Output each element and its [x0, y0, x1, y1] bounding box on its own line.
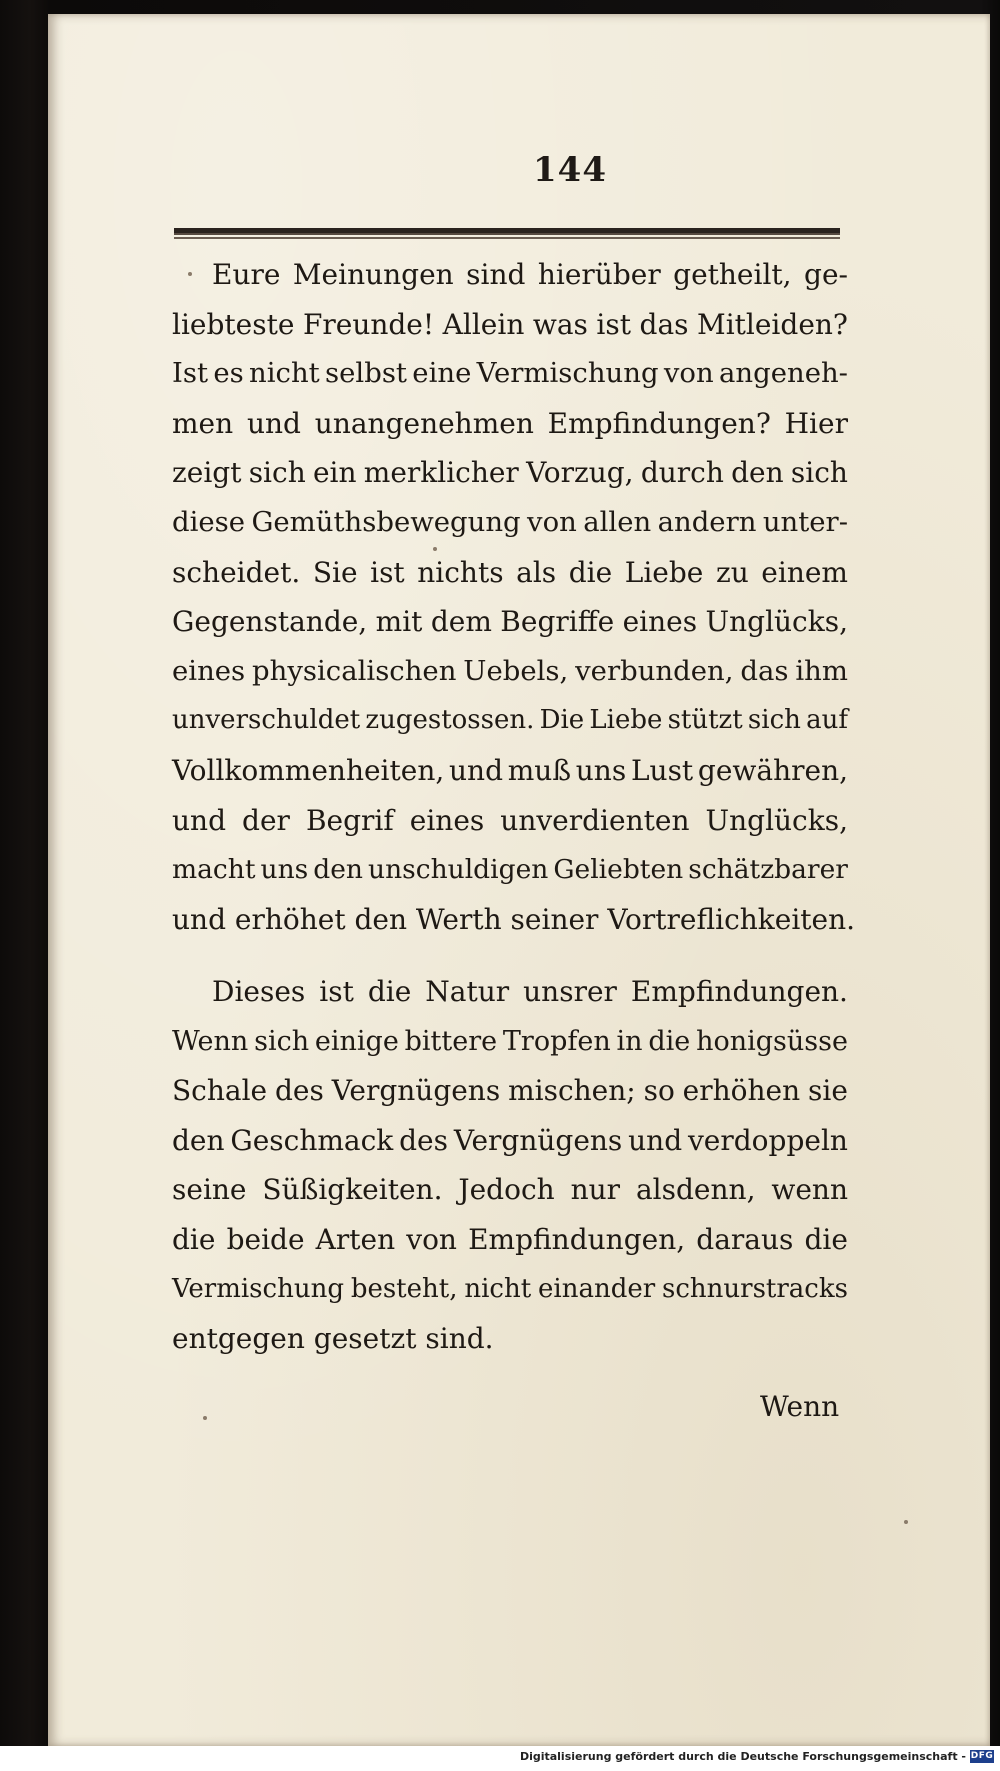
text-line: macht uns den unschuldigen Geliebten schätzbarer [172, 854, 848, 886]
text-line: entgegen gesetzt sind. [172, 1322, 494, 1356]
catchword: Wenn [760, 1390, 840, 1423]
text-line: die beide Arten von Empfindungen, daraus die [172, 1222, 848, 1256]
text-line: Wenn sich einige bittere Tropfen in die honigsüsse [172, 1025, 848, 1057]
text-line: scheidet. Sie ist nichts als die Liebe zu einem [172, 555, 848, 589]
header-rule-thin [174, 237, 840, 239]
text-line: Ist es nicht selbst eine Vermischung von angeneh- [172, 357, 848, 390]
text-line: Vermischung besteht, nicht einander schnurstracks [172, 1273, 848, 1304]
text-line: diese Gemüthsbewegung von allen andern unter- [172, 505, 848, 538]
header-rule [174, 228, 840, 235]
text-line: und erhöhet den Werth seiner Vortreflichkeiten. [172, 902, 856, 936]
ink-speck [904, 1520, 908, 1524]
text-line: men und unangenehmen Empfindungen? Hier [172, 406, 848, 440]
paragraph-1 [172, 250, 856, 944]
text-line: Eure Meinungen sind hierüber getheilt, ge- [212, 258, 848, 291]
text-line: Gegenstande, mit dem Begriffe eines Unglücks, [172, 605, 848, 639]
text-line: den Geschmack des Vergnügens und verdoppeln [172, 1123, 848, 1157]
page-number: 144 [533, 150, 607, 190]
ink-speck [433, 547, 437, 551]
ink-speck [188, 272, 192, 276]
text-line: und der Begrif eines unverdienten Unglücks, [172, 803, 848, 837]
text-line: zeigt sich ein merklicher Vorzug, durch den sich [172, 456, 848, 490]
paragraph-2 [172, 967, 848, 1364]
ink-speck [203, 1416, 207, 1420]
text-line: Schale des Vergnügens mischen; so erhöhen sie [172, 1074, 848, 1108]
text-line: eines physicalischen Uebels, verbunden, das ihm [172, 654, 848, 687]
text-line: Dieses ist die Natur unsrer Empfindungen. [212, 975, 848, 1008]
text-line: unverschuldet zugestossen. Die Liebe stützt sich auf [172, 705, 848, 736]
text-line: seine Süßigkeiten. Jedoch nur alsdenn, wenn [172, 1173, 848, 1207]
text-line: Vollkommenheiten, und muß uns Lust gewähren, [172, 753, 848, 787]
dfg-logo: DFG [970, 1751, 994, 1761]
footer-credit: Digitalisierung gefördert durch die Deutsche Forschungsgemeinschaft - [519, 1750, 966, 1763]
text-line: liebteste Freunde! Allein was ist das Mitleiden? [172, 307, 848, 341]
